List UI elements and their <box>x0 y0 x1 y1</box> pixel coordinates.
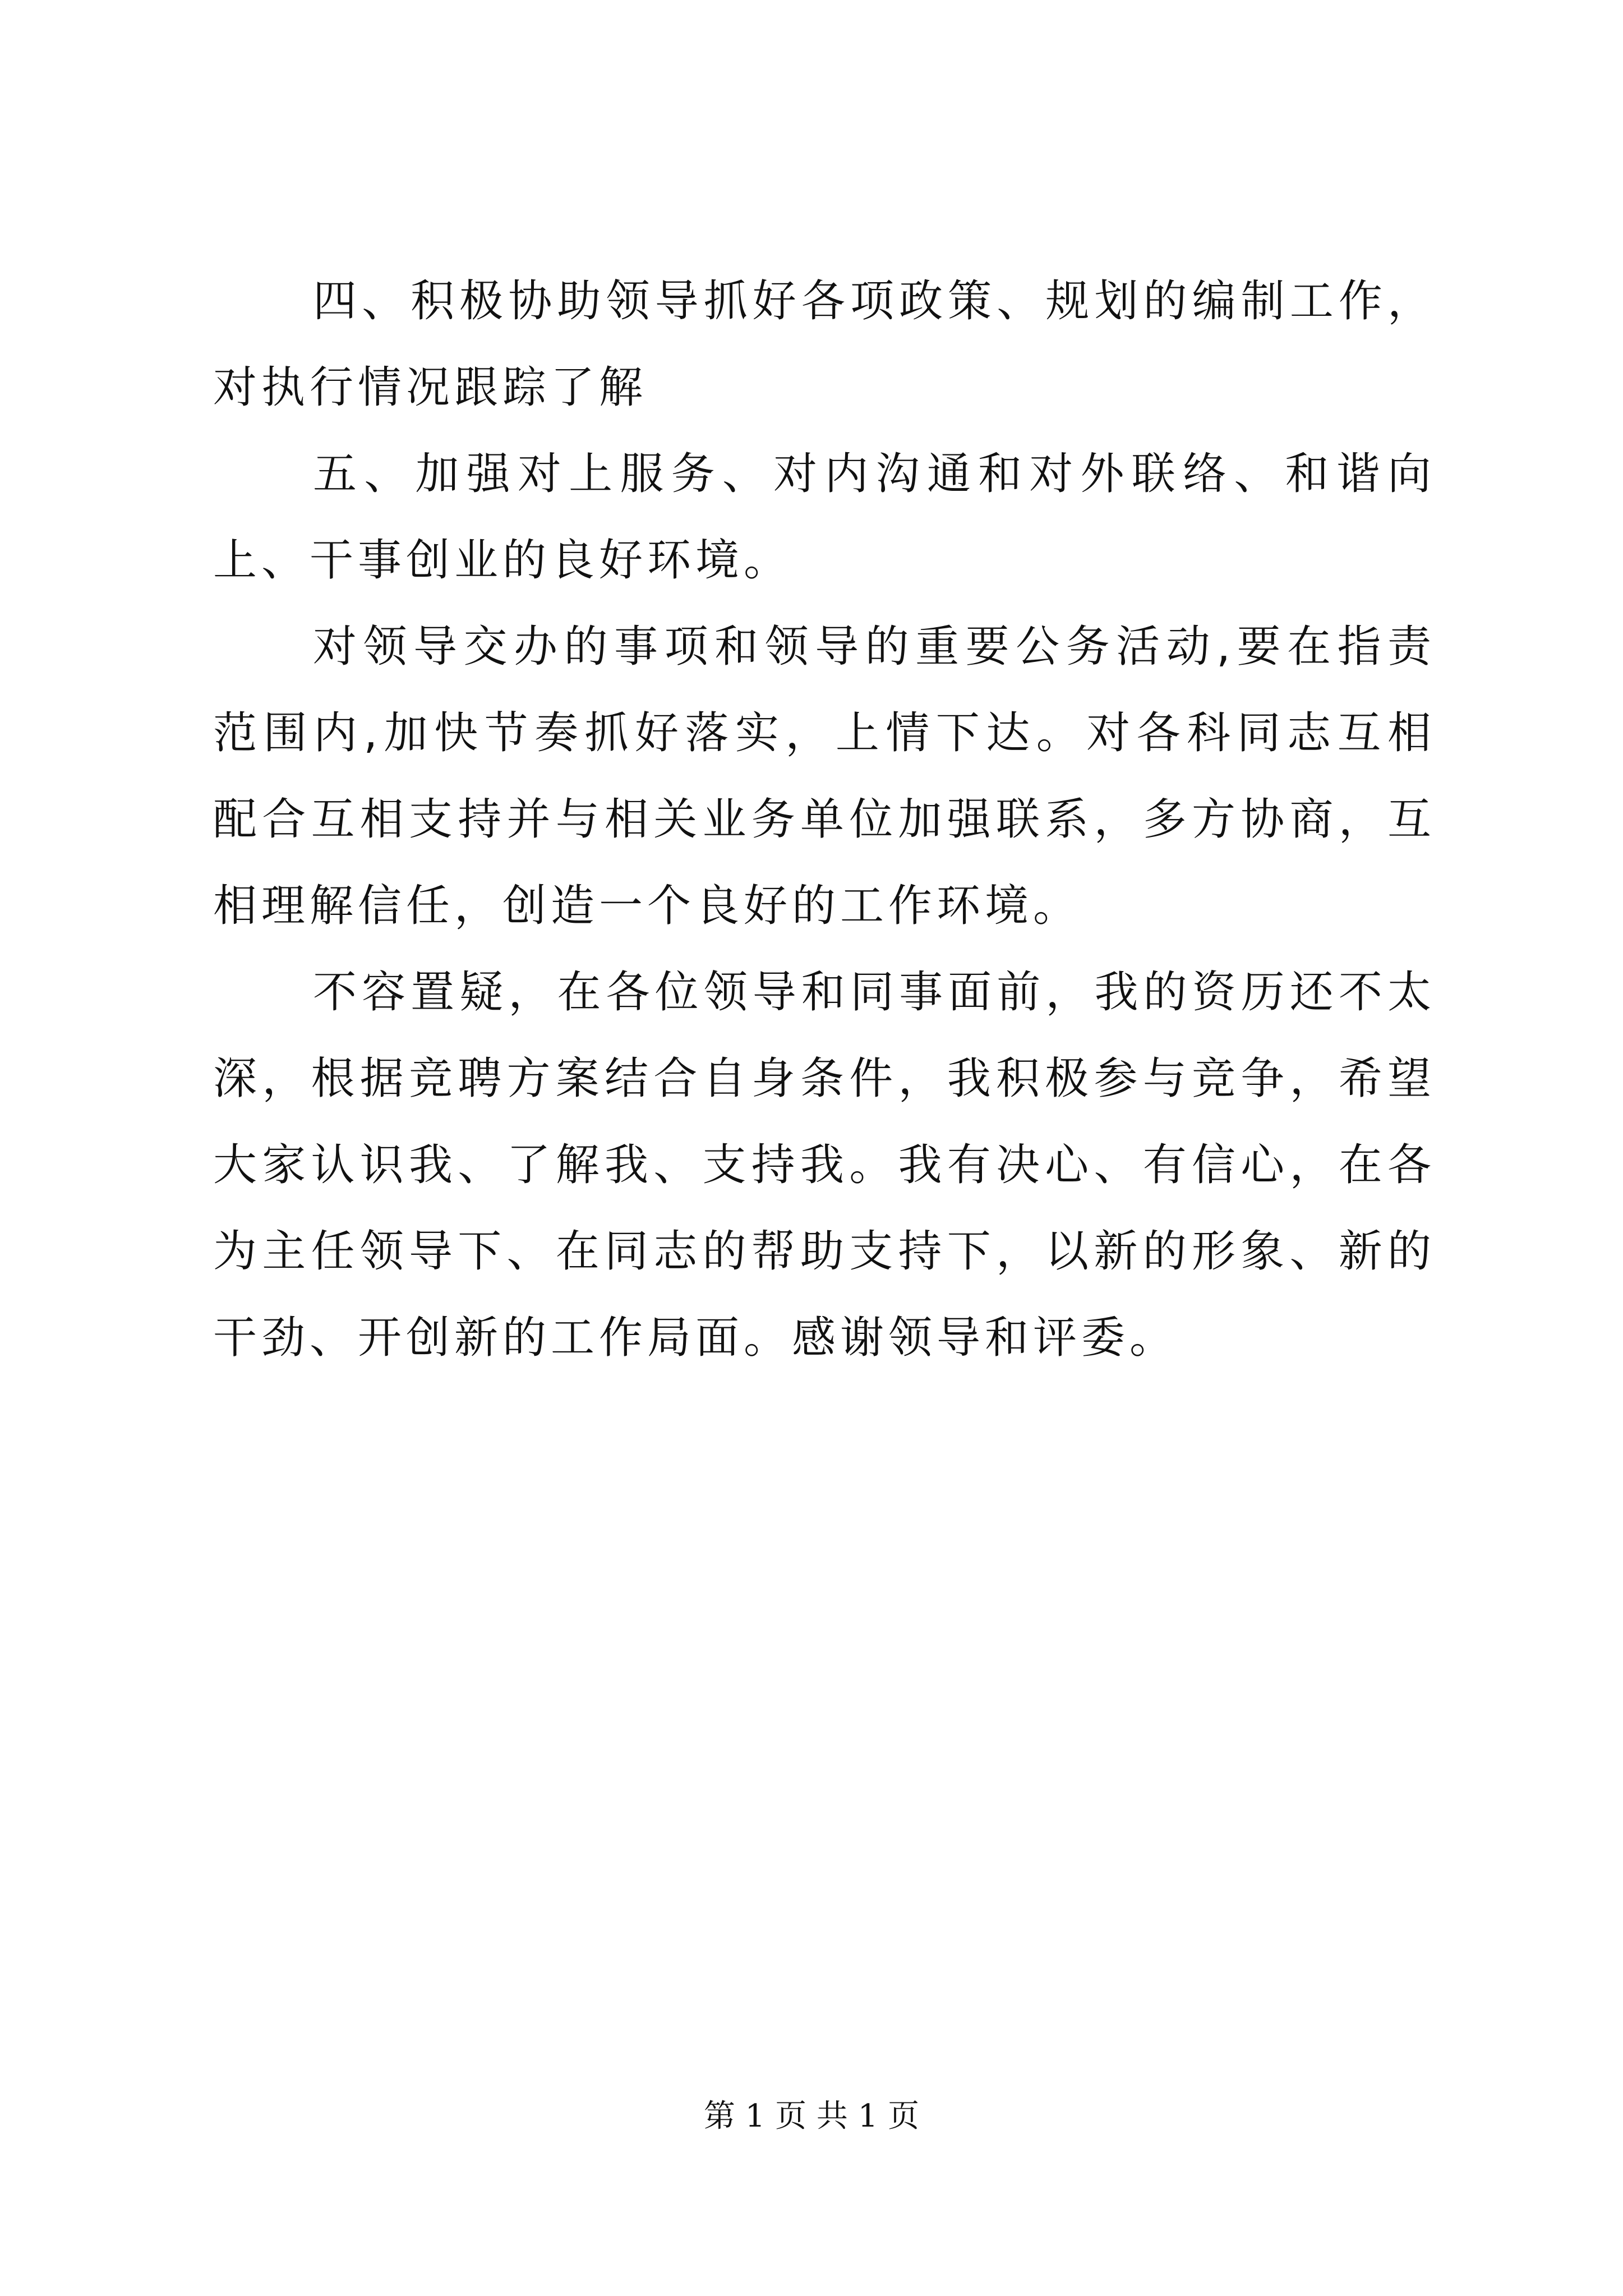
paragraph-closing-statement: 不容置疑，在各位领导和同事面前，我的资历还不太深，根据竞聘方案结合自身条件，我积极参与竞争，希望大家认识我、了解我、支持我。我有决心、有信心，在各为主任领导下、在同志的帮助支持下，以新的形象、新的干劲、开创新的工作局面。感谢领导和评委。 <box>213 967 1436 1363</box>
paragraph-leadership-tasks: 对领导交办的事项和领导的重要公务活动,要在指责范围内,加快节奏抓好落实，上情下达。对各科同志互相配合互相支持并与相关业务单位加强联系，多方协商，互相理解信任，创造一个良好的工作环境。 <box>213 622 1436 931</box>
paragraph-policy-planning: 四、积极协助领导抓好各项政策、规划的编制工作，对执行情况跟踪了解 <box>213 276 1436 413</box>
paragraph-communication: 五、加强对上服务、对内沟通和对外联络、和谐向上、干事创业的良好环境。 <box>213 449 1436 586</box>
document-body <box>213 258 1436 1381</box>
page-footer: 第 1 页 共 1 页 <box>703 2098 920 2134</box>
